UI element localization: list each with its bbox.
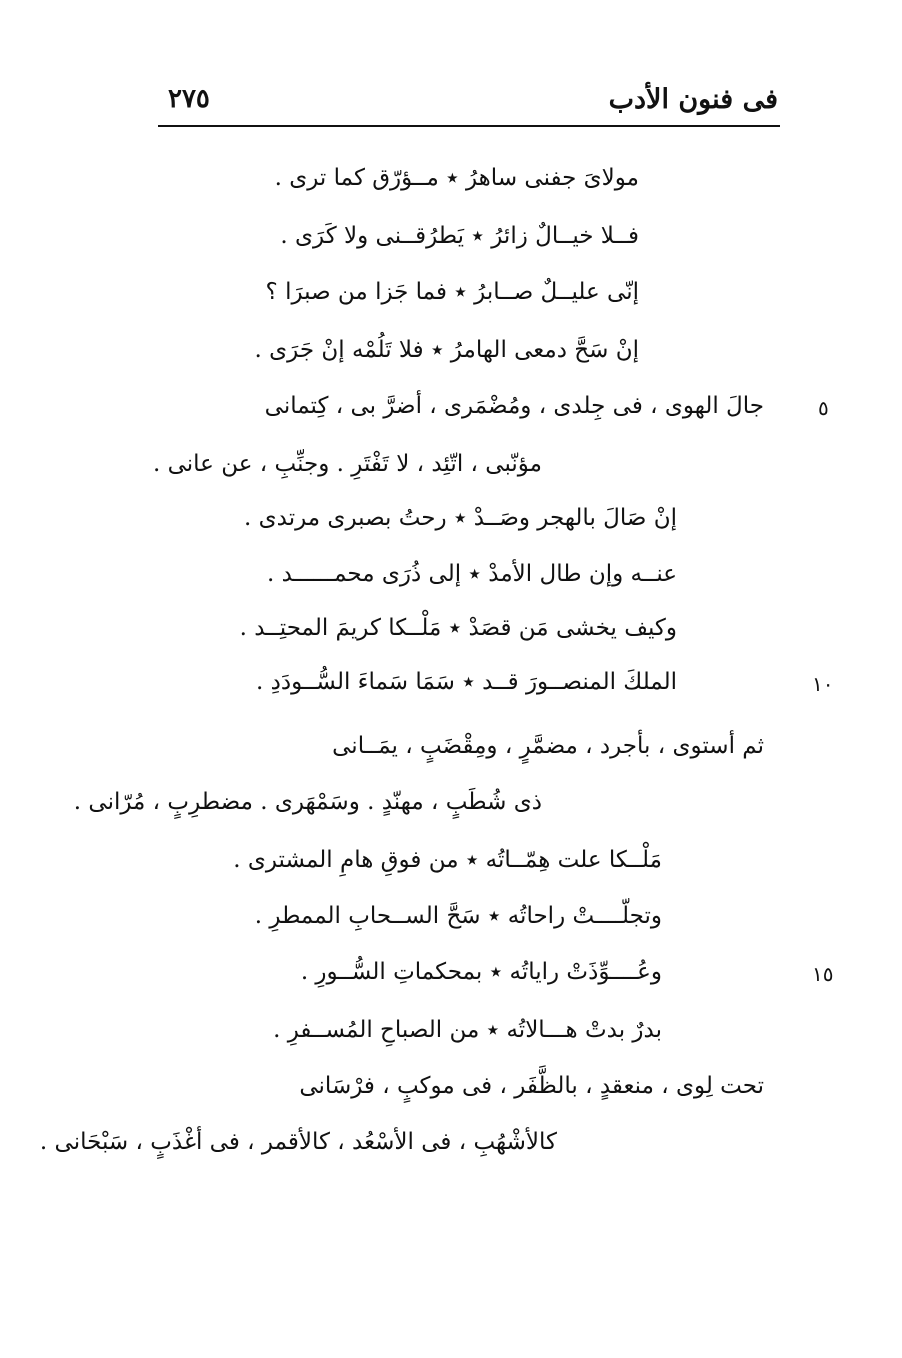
verse-line: مؤنّبى ، اتّئِد ، لا تَفْتَرِ . وجنِّبِ ، عن عانى . — [152, 451, 542, 477]
verse-line: إنْ سَحَّ دمعى الهامرُ ٭ فلا تَلُمْه إنْ جَرَى . — [254, 337, 639, 363]
page-header — [158, 78, 778, 118]
verse-line: ذى شُطَبٍ ، مهنّدٍ . وسَمْهَرى . مضطرِبٍ ، مُرّانى . — [73, 789, 542, 815]
line-number-10: ١٠ — [812, 672, 834, 696]
line-number-15: ١٥ — [812, 962, 834, 986]
verse-line: ثم أستوى ، بأجرد ، مضمَّرٍ ، ومِقْضَبٍ ، يمَــانى — [332, 733, 764, 759]
verse-line: وكيف يخشى مَن قصَدْ ٭ مَلْــكا كريمَ المحتِــد . — [239, 615, 677, 641]
verse-line: إنْ صَالَ بالهجر وصَــدْ ٭ رحتُ بصبرى مرتدى . — [244, 505, 677, 531]
running-title: فى فنون الأدب — [608, 84, 778, 115]
verse-line: عنــه وإن طال الأمدْ ٭ إلى ذُرَى محمــــــد . — [266, 561, 677, 587]
verse-line: مَلْــكا علت هِمّــاتُه ٭ من فوقِ هامِ المشترى . — [233, 847, 662, 873]
header-rule — [158, 125, 780, 127]
verse-line: إنّى عليــلٌ صــابرُ ٭ فما جَزا من صبرَا ؟ — [265, 279, 639, 305]
verse-line: وتجلّــــتْ راحاتُه ٭ سَحَّ الســحابِ الممطرِ . — [254, 903, 662, 929]
verse-line: تحت لِوى ، منعقدٍ ، بالظَّفَر ، فى موكبٍ ، فرْسَانى — [299, 1073, 764, 1099]
verse-line: فــلا خيــالٌ زائرُ ٭ يَطرُقــنى ولا كَرَى . — [280, 223, 639, 249]
verse-line: مولاىَ جفنى ساهرُ ٭ مــؤرّق كما ترى . — [274, 165, 639, 191]
page-number: ٢٧٥ — [168, 84, 210, 114]
verse-line: بدرٌ بدتْ هـــالاتُه ٭ من الصباحِ المُســفرِ . — [273, 1017, 662, 1043]
verse-line: وعُــــوِّذَتْ راياتُه ٭ بمحكماتِ السُّــورِ . — [300, 959, 662, 985]
line-number-5: ٥ — [818, 396, 829, 420]
verse-line: جالَ الهوى ، فى جِلدى ، ومُضْمَرى ، أضرَّ بى ، كِتمانى — [264, 393, 764, 419]
verse-line: كالأشْهُبِ ، فى الأسْعُد ، كالأقمر ، فى أغْذَبٍ ، سَبْحَانى . — [39, 1129, 557, 1155]
verse-line: الملكَ المنصــورَ قــد ٭ سَمَا سَماءَ السُّــودَدِ . — [255, 669, 677, 695]
